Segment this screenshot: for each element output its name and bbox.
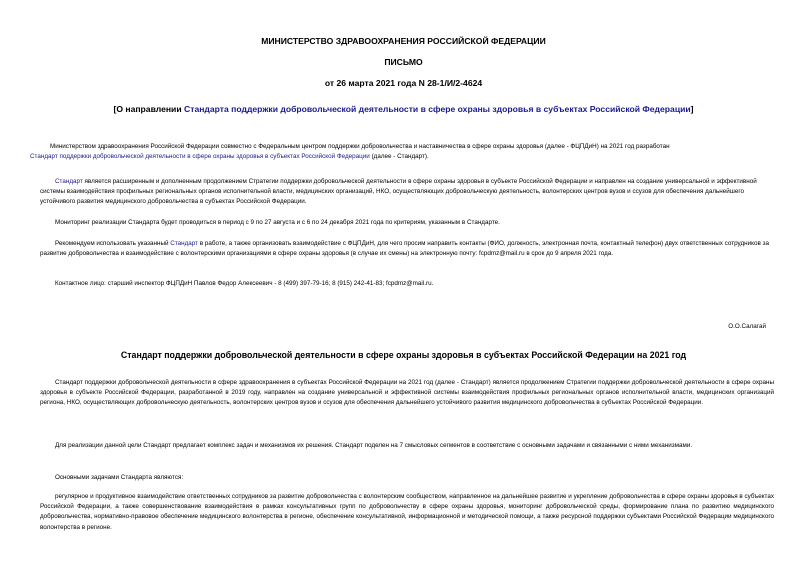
subject-prefix: [О направлении [113,104,185,114]
letter-paragraph-4-text-b: в работе, а также организовать взаимодействие с ФЦПДиН, для чего просим направить контакты (ФИО, должность, электронная почта, контактный телефон) двух ответственных сотрудников за развитие добровольчества и взаимодействие с волонтерскими организациями в сфере охраны здоровья (в случае их смены) на электронную почту: fcpdmz@mail.ru в срок до 9 апреля 2021 года. [40,240,769,258]
ministry-heading: МИНИСТЕРСТВО ЗДРАВООХРАНЕНИЯ РОССИЙСКОЙ ФЕДЕРАЦИИ [261,36,546,46]
subject-standard-link[interactable]: Стандарта поддержки добровольческой деятельности в сфере охраны здоровья в субъектах Российской Федерации [184,104,691,114]
signature: О.О.Салагай [728,323,766,330]
standard-link[interactable]: Стандарт поддержки добровольческой деятельности в сфере охраны здоровья в субъектах Российской Федерации [30,153,370,161]
document-date-number: от 26 марта 2021 года N 28-1/И/2-4624 [324,78,483,88]
subject-suffix: ] [690,104,694,114]
letter-paragraph-4 [40,239,774,259]
letter-paragraph-3: Мониторинг реализации Стандарта будет проводиться в период с 9 по 27 августа и с 6 по 24 декабря 2021 года по критериям, указанным в Стандарте. [55,219,500,226]
standard-title: Стандарт поддержки добровольческой деятельности в сфере охраны здоровья в субъектах Российской Федерации на 2021 год [120,350,687,360]
standard-link-2[interactable]: Стандарт [55,178,83,185]
standard-paragraph-1: Стандарт поддержки добровольческой деятельности в сфере здравоохранения в субъектах Российской Федерации на 2021 год (далее - Стандарт) является продолжением Стратегии поддержки добровольческой деятельности в сфере охраны здоровья в субъекте Российской Федерации, разработанной в 2019 году, направлен на создание универсальной и эффективной системы взаимодействия профильных региональных органов исполнительной власти, медицинских организаций региона, НКО, осуществляющих добровольческую деятельность, волонтерских центров вузов и ссузов для обеспечения дальнейшего устойчивого развития медицинского добровольчества в субъектах Российской Федерации. [40,379,774,407]
standard-paragraph-4: регулярное и продуктивное взаимодействие ответственных сотрудников за развитие добровольчества с волонтерским сообществом, направленное на дальнейшее развитие и укрепление добровольчества в сфере охраны здоровья в субъектах Российской Федерации, а также совершенствование взаимодействия в рамках консультативных групп по добровольчеству в сфере охраны здоровья, мониторинг добровольческой среды, формирование плана по развитию медицинского добровольчества, нормативно-правовое обеспечение медицинского волонтерства в регионе, обеспечение консультативной, информационной и методической помощи, а также ресурсной поддержки субъектами Российской Федерации медицинского волонтерства в регионе. [40,493,774,531]
letter-paragraph-1-text: Министерством здравоохранения Российской Федерации совместно с Федеральным центром поддержки добровольчества и наставничества в сфере охраны здоровья (далее - ФЦПДиН) на 2021 год разработан [50,143,670,150]
standard-link-3[interactable]: Стандарт [170,240,199,247]
document-subject [0,104,807,114]
letter-paragraph-2-text: является расширенным и дополненным продолжением Стратегии поддержки добровольческой деятельности в сфере охраны здоровья в субъекте Российской Федерации и направлен на создание универсальной и эффективной системы взаимодействия профильных региональных органов исполнительной власти, медицинских организаций, НКО, осуществляющих добровольческую деятельность, волонтерских центров вузов и ссузов для обеспечения дальнейшего устойчивого развития медицинского добровольчества в субъектах Российской Федерации. [40,178,757,206]
standard-paragraph-3: Основными задачами Стандарта являются: [55,474,184,481]
document-type: ПИСЬМО [384,57,423,67]
letter-paragraph-1-tail: (далее - Стандарт). [369,153,429,161]
letter-paragraph-2 [40,177,774,208]
standard-paragraph-2: Для реализации данной цели Стандарт предлагает комплекс задач и механизмов их решения. Стандарт поделен на 7 смысловых сегментов в соответствие с основными задачами и связанными с ними механизмами. [55,442,693,449]
letter-paragraph-1 [30,142,774,162]
letter-contact-person: Контактное лицо: старший инспектор ФЦПДиН Павлов Федор Алексеевич - 8 (499) 397-79-16; 8 (915) 242-41-83; fcpdmz@mail.ru. [55,280,434,287]
letter-paragraph-4-text-a: Рекомендуем использовать указанный [55,240,171,247]
